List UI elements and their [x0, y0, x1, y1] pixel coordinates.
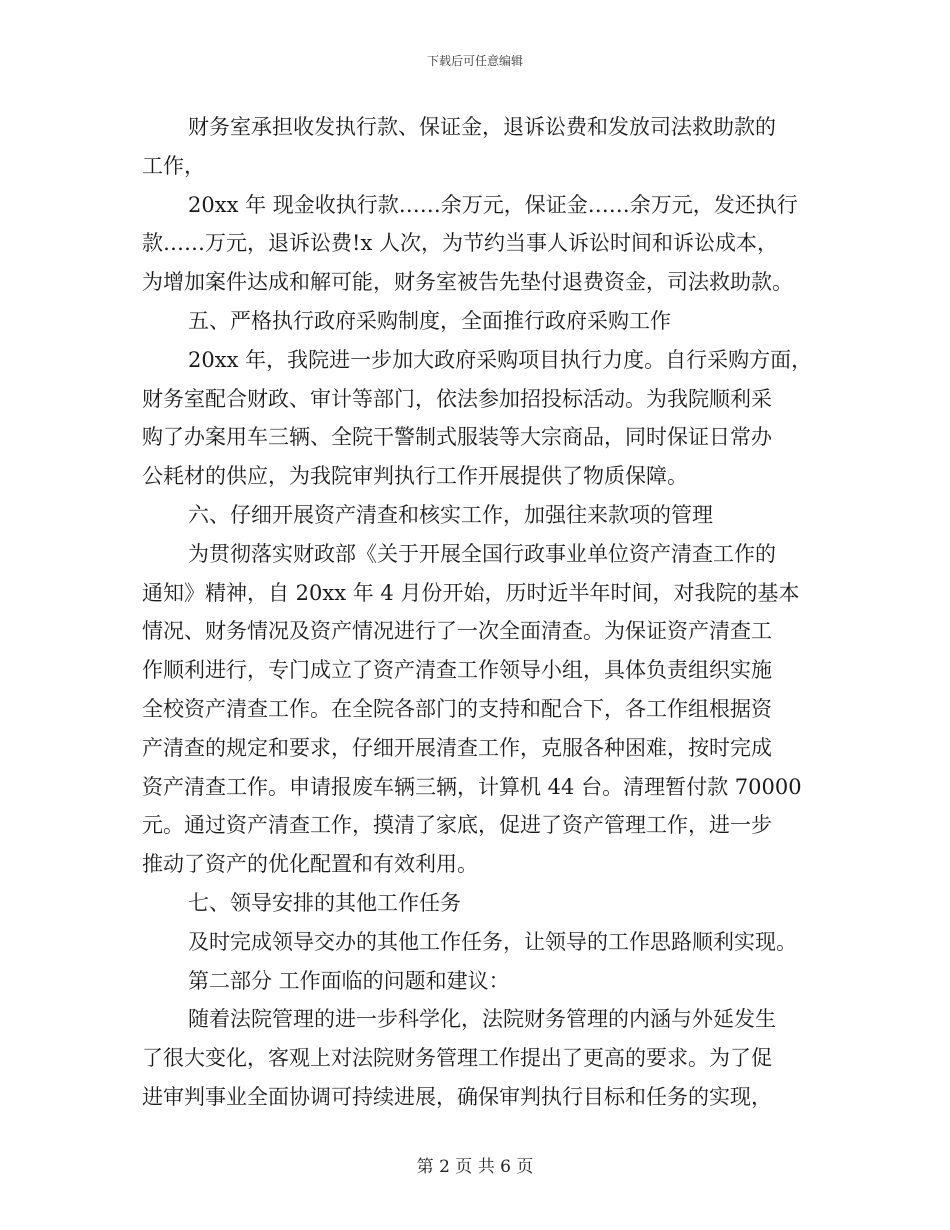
- paragraph-line: 通知》精神，自 20xx 年 4 月份开始，历时近半年时间，对我院的基本: [142, 580, 800, 605]
- paragraph-line: 为贯彻落实财政部《关于开展全国行政事业单位资产清查工作的: [188, 541, 776, 566]
- page-header-note: 下载后可任意编辑: [426, 54, 523, 68]
- document-body: [142, 108, 814, 1117]
- paragraph-line: 了很大变化，客观上对法院财务管理工作提出了更高的要求。为了促: [142, 1046, 772, 1071]
- paragraph-line: 款……万元，退诉讼费!x 人次，为节约当事人诉讼时间和诉讼成本，: [142, 231, 778, 256]
- paragraph-line: 元。通过资产清查工作，摸清了家底，促进了资产管理工作，进一步: [142, 813, 772, 838]
- section-heading: 第二部分 工作面临的问题和建议：: [188, 968, 510, 993]
- section-heading: 七、领导安排的其他工作任务: [188, 890, 461, 915]
- page-number-footer: 第 2 页 共 6 页: [416, 1157, 534, 1177]
- paragraph-line: 资产清查工作。申请报废车辆三辆，计算机 44 台。清理暂付款 70000: [142, 774, 802, 799]
- paragraph-line: 20xx 年 现金收执行款……余万元，保证金……余万元，发还执行: [188, 192, 798, 217]
- paragraph-line: 及时完成领导交办的其他工作任务，让领导的工作思路顺利实现。: [188, 929, 797, 954]
- paragraph-line: 购了办案用车三辆、全院干警制式服装等大宗商品，同时保证日常办: [142, 425, 772, 450]
- paragraph-line: 公耗材的供应，为我院审判执行工作开展提供了物质保障。: [142, 464, 688, 489]
- paragraph-line: 情况、财务情况及资产情况进行了一次全面清查。为保证资产清查工: [142, 619, 772, 644]
- paragraph-line: 进审判事业全面协调可持续进展，确保审判执行目标和任务的实现，: [142, 1084, 772, 1109]
- paragraph-line: 20xx 年，我院进一步加大政府采购项目执行力度。自行采购方面，: [188, 347, 813, 372]
- paragraph-line: 财务室配合财政、审计等部门，依法参加招投标活动。为我院顺利采: [142, 386, 772, 411]
- paragraph-line: 推动了资产的优化配置和有效利用。: [142, 852, 478, 877]
- paragraph-line: 为增加案件达成和解可能，财务室被告先垫付退费资金，司法救助款。: [142, 270, 793, 295]
- paragraph-line: 产清查的规定和要求，仔细开展清查工作，克服各种困难，按时完成: [142, 735, 772, 760]
- paragraph-line: 作顺利进行，专门成立了资产清查工作领导小组，具体负责组织实施: [142, 658, 772, 683]
- paragraph-line: 全校资产清查工作。在全院各部门的支持和配合下，各工作组根据资: [142, 696, 772, 721]
- section-heading: 五、严格执行政府采购制度，全面推行政府采购工作: [188, 308, 671, 333]
- paragraph-line: 财务室承担收发执行款、保证金，退诉讼费和发放司法救助款的: [188, 115, 776, 139]
- paragraph-line: 工作，: [142, 153, 205, 178]
- paragraph-line: 随着法院管理的进一步科学化，法院财务管理的内涵与外延发生: [188, 1007, 776, 1032]
- section-heading: 六、仔细开展资产清查和核实工作，加强往来款项的管理: [188, 502, 713, 527]
